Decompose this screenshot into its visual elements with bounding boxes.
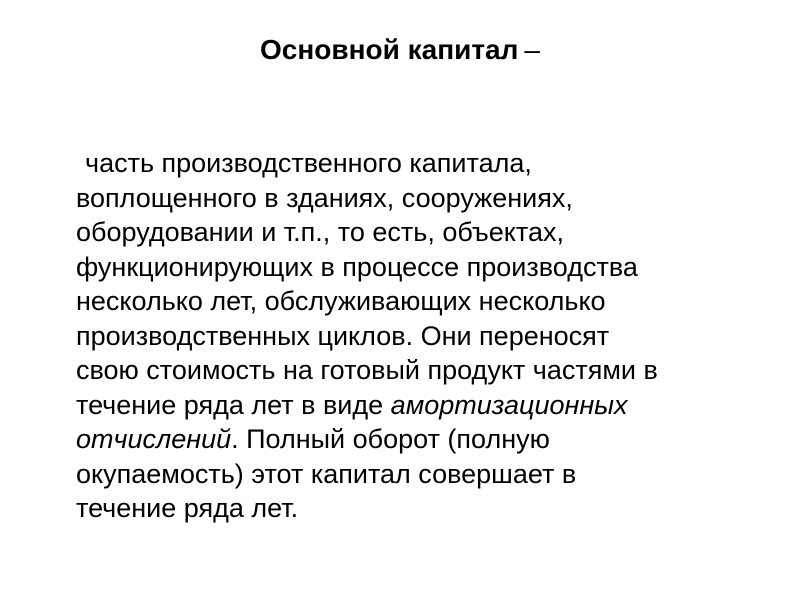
- text-line: окупаемость) этот капитал совершает в: [76, 458, 577, 489]
- text-plain: течение ряда лет в виде: [76, 389, 391, 420]
- text-plain: . Полный оборот (полную: [231, 424, 550, 454]
- text-line: оборудовании и т.п., то есть, объектах,: [76, 217, 565, 247]
- title-dash: –: [524, 34, 540, 65]
- text-line: течение ряда лет.: [76, 493, 299, 523]
- definition-text: [76, 146, 776, 526]
- text-line: [76, 422, 776, 457]
- text-line: свою стоимость на готовый продукт частями в: [76, 355, 658, 385]
- emphasized-term: отчислений: [76, 424, 232, 454]
- emphasized-term: амортизационных: [390, 389, 628, 420]
- text-line: производственных циклов. Они переносят: [76, 320, 610, 351]
- text-line: воплощенного в зданиях, сооружениях,: [76, 182, 573, 213]
- text-line: функционирующих в процессе производства: [76, 251, 638, 282]
- slide-title: [0, 28, 800, 72]
- text-line: часть производственного капитала,: [85, 148, 532, 178]
- text-line: несколько лет, обслуживающих несколько: [76, 286, 606, 316]
- text-line: [76, 388, 776, 423]
- title-text: Основной капитал: [260, 34, 519, 65]
